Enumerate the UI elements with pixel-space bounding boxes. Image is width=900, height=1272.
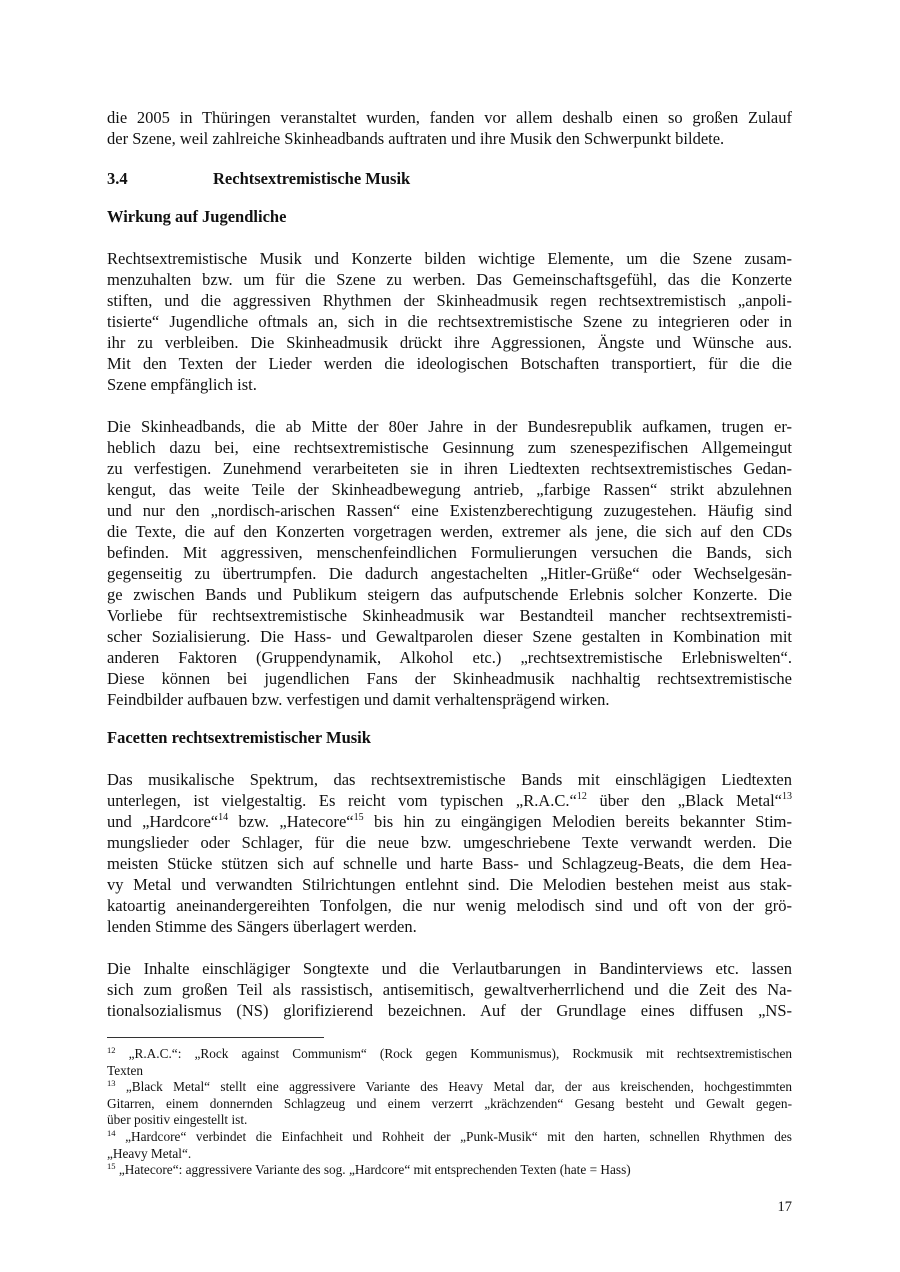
footnote-ref-13[interactable]: 13 bbox=[782, 791, 792, 802]
footnote-13 bbox=[107, 1079, 792, 1129]
footnote-line bbox=[107, 1079, 792, 1096]
text-line: befinden. Mit aggressiven, menschenfeindlichen Formulierungen versuchen die Bands, sich bbox=[107, 543, 792, 562]
text-segment: über den „Black Metal“ bbox=[586, 791, 782, 810]
text-line: scher Sozialisierung. Die Hass- und Gewaltparolen dieser Szene gestalten in Kombination mit bbox=[107, 627, 792, 646]
section-title: Rechtsextremistische Musik bbox=[213, 169, 411, 188]
text-line: Vorliebe für rechtsextremistische Skinheadmusik war Bestandteil mancher rechtsextremisti- bbox=[107, 606, 792, 625]
footnote-15 bbox=[107, 1162, 792, 1179]
footnote-text: „Hardcore“ verbindet die Einfachheit und Rohheit der „Punk-Musik“ mit den harten, schnellen Rhythmen des bbox=[125, 1128, 792, 1144]
text-line: der Szene, weil zahlreiche Skinheadbands auftraten und ihre Musik den Schwerpunkt bildete. bbox=[107, 129, 725, 148]
footnote-separator bbox=[107, 1037, 324, 1038]
text-line: sich zum großen Teil als rassistisch, antisemitisch, gewaltverherrlichend und die Zeit des Na- bbox=[107, 980, 792, 999]
subheading-wirkung: Wirkung auf Jugendliche bbox=[107, 207, 287, 226]
text-line bbox=[107, 811, 792, 832]
text-line: zu verfestigen. Zunehmend verarbeiteten sie in ihren Liedtexten rechtsextremistisches Gedan- bbox=[107, 459, 792, 478]
paragraph-inhalte bbox=[107, 958, 792, 1021]
footnote-line: über positiv eingestellt ist. bbox=[107, 1112, 248, 1128]
footnote-text: „Black Metal“ stellt eine aggressivere Variante des Heavy Metal dar, der aus kreischenden, hochgestimmten bbox=[125, 1079, 793, 1095]
text-line: die 2005 in Thüringen veranstaltet wurden, fanden vor allem deshalb einen so großen Zulauf bbox=[107, 108, 792, 127]
footnote-line bbox=[107, 1129, 792, 1146]
text-line: Rechtsextremistische Musik und Konzerte bilden wichtige Elemente, um die Szene zusam- bbox=[107, 249, 792, 268]
paragraph-spektrum bbox=[107, 769, 792, 937]
text-line: die Texte, die auf den Konzerten vorgetragen werden, extremer als jene, die sich auf den CDs bbox=[107, 522, 792, 541]
text-line: ge zwischen Bands und Publikum steigern das aufputschende Erlebnis solcher Konzerte. Die bbox=[107, 585, 792, 604]
text-segment: und „Hardcore“ bbox=[107, 812, 219, 831]
text-line: stiften, und die aggressiven Rhythmen der Skinheadmusik regen rechtsextremistisch „anpoli- bbox=[107, 291, 792, 310]
section-number: 3.4 bbox=[107, 169, 128, 188]
text-segment: bis hin zu eingängigen Melodien bereits bekannter Stim- bbox=[363, 812, 792, 831]
footnote-number: 13 bbox=[107, 1078, 116, 1089]
text-line: lenden Stimme des Sängers überlagert werden. bbox=[107, 917, 417, 936]
footnote-14 bbox=[107, 1129, 792, 1162]
text-line: tisierte“ Jugendliche oftmals an, sich in die rechtsextremistische Szene zu integrieren oder in bbox=[107, 312, 792, 331]
text-line: Diese können bei jugendlichen Fans der Skinheadmusik nachhaltig rechtsextremistische bbox=[107, 669, 792, 688]
text-line: heblich dazu bei, eine rechtsextremistische Gesinnung zum szenespezifischen Allgemeingut bbox=[107, 438, 792, 457]
footnote-line: „Heavy Metal“. bbox=[107, 1145, 192, 1161]
text-line: vy Metal und verwandten Stilrichtungen entlehnt sind. Die Melodien bestehen meist aus stak- bbox=[107, 875, 792, 894]
text-line: katoartig aneinandergereihten Tonfolgen, die nur wenig melodisch sind und oft von der grö- bbox=[107, 896, 792, 915]
footnote-12 bbox=[107, 1046, 792, 1079]
text-line: anderen Faktoren (Gruppendynamik, Alkohol etc.) „rechtsextremistische Erlebniswelten“. bbox=[107, 648, 792, 667]
text-line: Das musikalische Spektrum, das rechtsextremistische Bands mit einschlägigen Liedtexten bbox=[107, 770, 792, 789]
text-line: menzuhalten bzw. um für die Szene zu werben. Das Gemeinschaftsgefühl, das die Konzerte bbox=[107, 270, 792, 289]
page-number: 17 bbox=[777, 1199, 792, 1215]
text-line: ihr zu verbleiben. Die Skinheadmusik drückt ihre Aggressionen, Ängste und Wünsche aus. bbox=[107, 333, 792, 352]
footnotes bbox=[107, 1046, 792, 1179]
text-line: meisten Stücke stützen sich auf schnelle und harte Bass- und Schlagzeug-Beats, die dem Hea- bbox=[107, 854, 792, 873]
text-line: Die Skinheadbands, die ab Mitte der 80er Jahre in der Bundesrepublik aufkamen, trugen er- bbox=[107, 417, 792, 436]
paragraph-wirkung bbox=[107, 248, 792, 395]
text-line: mungslieder oder Schlager, für die neue bzw. umgeschriebene Texte verwandt werden. Die bbox=[107, 833, 792, 852]
subheading-facetten: Facetten rechtsextremistischer Musik bbox=[107, 728, 371, 747]
text-line: und nur den „nordisch-arischen Rassen“ eine Existenzberechtigung zuzugestehen. Häufig sind bbox=[107, 501, 792, 520]
footnote-line: Gitarren, einem donnernden Schlagzeug und einem verzerrt „krächzenden“ Gesang besteht und Gewalt gegen- bbox=[107, 1095, 792, 1111]
text-line: tionalsozialismus (NS) glorifizierend bezeichnen. Auf der Grundlage eines diffusen „NS- bbox=[107, 1001, 792, 1020]
footnote-line: Texten bbox=[107, 1062, 143, 1078]
text-line: gegenseitig zu übertrumpfen. Die dadurch angestachelten „Hitler-Grüße“ oder Wechselgesän- bbox=[107, 564, 792, 583]
footnote-line bbox=[107, 1046, 792, 1063]
footnote-line bbox=[107, 1162, 792, 1179]
footnote-number: 14 bbox=[107, 1127, 116, 1138]
text-line: Mit den Texten der Lieder werden die ideologischen Botschaften transportiert, für die die bbox=[107, 354, 792, 373]
footnote-text: „R.A.C.“: „Rock against Communism“ (Rock gegen Kommunismus), Rockmusik mit rechtsextremistischen bbox=[128, 1046, 793, 1061]
text-line: kengut, das weite Teile der Skinheadbewegung antrieb, „farbige Rassen“ strikt abzulehnen bbox=[107, 480, 792, 499]
text-line: Die Inhalte einschlägiger Songtexte und die Verlautbarungen in Bandinterviews etc. lassen bbox=[107, 959, 792, 978]
text-segment: bzw. „Hatecore“ bbox=[228, 812, 354, 831]
footnote-ref-15[interactable]: 15 bbox=[353, 812, 364, 823]
footnote-number: 15 bbox=[107, 1161, 116, 1172]
text-line: Feindbilder aufbauen bzw. verfestigen und damit verhaltensprägend wirken. bbox=[107, 690, 610, 709]
footnote-text: „Hatecore“: aggressivere Variante des sog. „Hardcore“ mit entsprechenden Texten (hate = Hass) bbox=[118, 1162, 631, 1178]
text-line bbox=[107, 790, 792, 811]
text-segment: unterlegen, ist vielgestaltig. Es reicht vom typischen „R.A.C.“ bbox=[107, 791, 577, 810]
footnote-number: 12 bbox=[107, 1045, 116, 1055]
intro-paragraph bbox=[107, 107, 792, 149]
footnote-ref-12[interactable]: 12 bbox=[576, 791, 587, 802]
footnote-ref-14[interactable]: 14 bbox=[218, 812, 229, 823]
text-line: Szene empfänglich ist. bbox=[107, 375, 257, 394]
paragraph-skinheadbands bbox=[107, 416, 792, 710]
